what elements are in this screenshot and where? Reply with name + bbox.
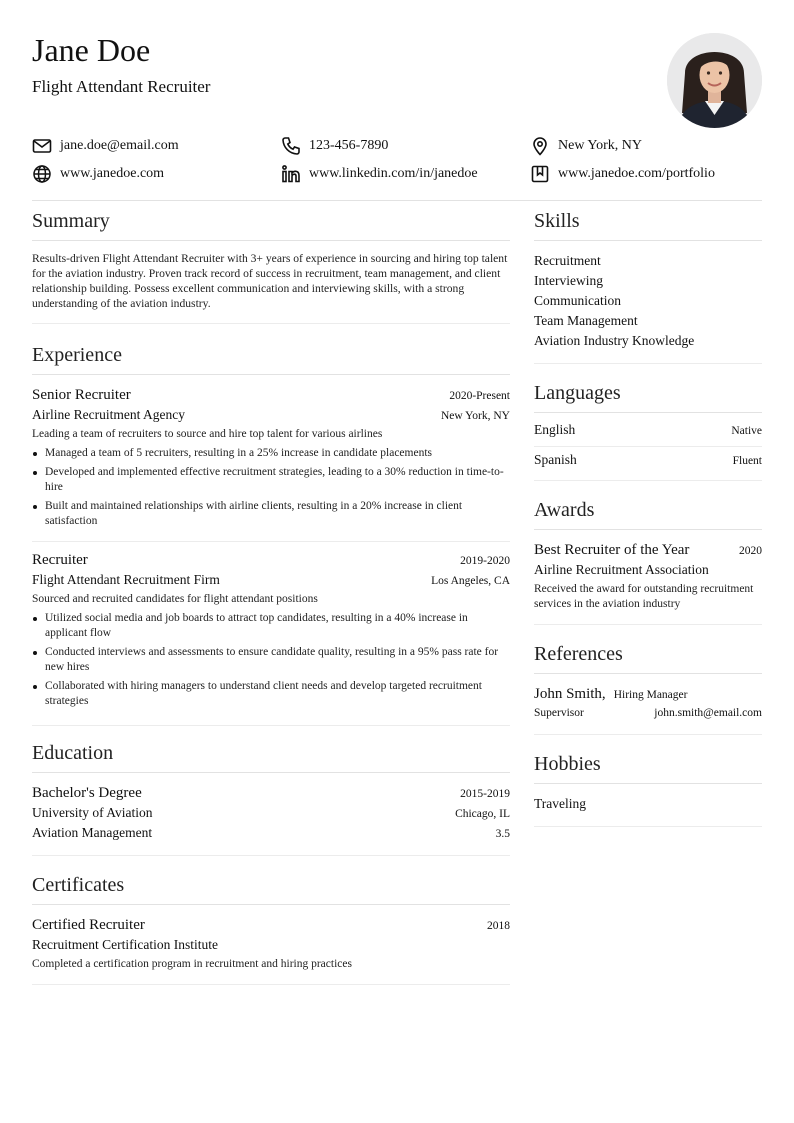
- language-row: [534, 446, 762, 476]
- school-name: University of Aviation: [32, 805, 153, 820]
- language-name: English: [534, 422, 576, 437]
- gpa: 3.5: [495, 828, 510, 840]
- job-company: Airline Recruitment Agency: [32, 407, 185, 422]
- certificate-name: Certified Recruiter: [32, 917, 145, 933]
- contact-website-text: www.janedoe.com: [60, 166, 165, 181]
- hobbies-heading: Hobbies: [534, 751, 762, 784]
- certificate-description: Completed a certification program in recruitment and hiring practices: [32, 958, 352, 970]
- contact-location: [530, 135, 642, 157]
- languages-section: [534, 380, 762, 481]
- right-column: [534, 208, 762, 827]
- achievement-item: Managed a team of 5 recruiters, resulting in a 25% increase in candidate placements: [32, 446, 510, 461]
- header-divider: [32, 200, 762, 201]
- job-company: Flight Attendant Recruitment Firm: [32, 572, 220, 587]
- degree: Bachelor's Degree: [32, 785, 142, 801]
- contact-portfolio[interactable]: [530, 163, 715, 185]
- phone-icon: [281, 136, 301, 156]
- achievement-item: Utilized social media and job boards to attract top candidates, resulting in a 40% increase in applicant flow: [32, 611, 510, 641]
- skill-item: Interviewing: [534, 273, 603, 288]
- award-organization: Airline Recruitment Association: [534, 562, 709, 577]
- skill-item: Aviation Industry Knowledge: [534, 333, 695, 348]
- field-of-study: Aviation Management: [32, 825, 153, 840]
- job-location: Los Angeles, CA: [431, 575, 510, 587]
- reference-email[interactable]: john.smith@email.com: [654, 707, 762, 719]
- contact-portfolio-text: www.janedoe.com/portfolio: [558, 166, 715, 181]
- job-dates: 2020-Present: [449, 390, 510, 402]
- award-year: 2020: [739, 545, 762, 557]
- skills-heading: Skills: [534, 208, 762, 241]
- contact-linkedin[interactable]: [281, 163, 478, 185]
- linkedin-icon: [281, 164, 301, 184]
- job-achievements: [32, 611, 510, 709]
- skill-item: Recruitment: [534, 253, 601, 268]
- achievement-item: Collaborated with hiring managers to understand client needs and develop targeted recruitment strategies: [32, 679, 510, 709]
- job-description: Sourced and recruited candidates for flight attendant positions: [32, 593, 318, 605]
- hobbies-section: [534, 751, 762, 827]
- contact-email[interactable]: [32, 135, 179, 157]
- skills-section: [534, 208, 762, 364]
- hobby-item: Traveling: [534, 796, 587, 811]
- mail-icon: [32, 136, 52, 156]
- reference-relation: Supervisor: [534, 707, 584, 719]
- education-dates: 2015-2019: [460, 788, 510, 800]
- job-role: Recruiter: [32, 552, 88, 568]
- languages-heading: Languages: [534, 380, 762, 413]
- language-level: Fluent: [732, 455, 762, 467]
- experience-section: [32, 342, 510, 726]
- references-section: [534, 641, 762, 735]
- skill-item: Communication: [534, 293, 621, 308]
- contact-phone[interactable]: [281, 135, 388, 157]
- achievement-item: Built and maintained relationships with airline clients, resulting in a 20% increase in client satisfaction: [32, 499, 510, 529]
- awards-heading: Awards: [534, 497, 762, 530]
- skill-item: Team Management: [534, 313, 638, 328]
- job-role: Senior Recruiter: [32, 387, 131, 403]
- award-description: Received the award for outstanding recruitment services in the aviation industry: [534, 583, 754, 610]
- award-name: Best Recruiter of the Year: [534, 542, 690, 558]
- job-description: Leading a team of recruiters to source and hire top talent for various airlines: [32, 428, 383, 440]
- job-achievements: [32, 446, 510, 529]
- location-icon: [530, 136, 550, 156]
- achievement-item: Developed and implemented effective recruitment strategies, leading to a 30% reduction in time-to-hire: [32, 465, 510, 495]
- job-location: New York, NY: [440, 410, 510, 422]
- profile-photo-image: [667, 33, 762, 128]
- language-level: Native: [731, 425, 762, 437]
- experience-heading: Experience: [32, 342, 510, 375]
- language-row: [534, 417, 762, 446]
- contact-website[interactable]: [32, 163, 164, 185]
- left-column: [32, 208, 510, 985]
- school-location: Chicago, IL: [455, 808, 510, 820]
- achievement-item: Conducted interviews and assessments to ensure candidate quality, resulting in a 95% pass rate for new hires: [32, 645, 510, 675]
- portfolio-icon: [530, 164, 550, 184]
- job-dates: 2019-2020: [460, 555, 510, 567]
- certificates-heading: Certificates: [32, 872, 510, 905]
- education-heading: Education: [32, 740, 510, 773]
- certificate-year: 2018: [487, 920, 510, 932]
- contact-phone-text: 123-456-7890: [309, 138, 389, 153]
- candidate-name: Jane Doe: [32, 32, 151, 68]
- references-heading: References: [534, 641, 762, 674]
- summary-heading: Summary: [32, 208, 510, 241]
- resume-page: [32, 0, 762, 1123]
- contact-location-text: New York, NY: [558, 138, 643, 153]
- language-name: Spanish: [534, 452, 577, 467]
- job-entry: [32, 385, 510, 529]
- reference-name: John Smith,: [534, 686, 606, 702]
- certificates-section: [32, 872, 510, 985]
- summary-section: [32, 208, 510, 324]
- education-section: [32, 740, 510, 856]
- contact-linkedin-text: www.linkedin.com/in/janedoe: [309, 166, 478, 181]
- job-entry: [32, 541, 510, 709]
- candidate-title: Flight Attendant Recruiter: [32, 77, 211, 96]
- contact-email-text: jane.doe@email.com: [60, 138, 179, 153]
- summary-text: Results-driven Flight Attendant Recruiter with 3+ years of experience in sourcing and hiring top talent for the aviation industry. Proven track record of success in recruitment, team management, and client relationship building. Possess excellent communication and interviewing skills, with a strong understanding of the aviation industry.: [32, 252, 508, 310]
- globe-icon: [32, 164, 52, 184]
- certificate-issuer: Recruitment Certification Institute: [32, 937, 218, 952]
- reference-position: Hiring Manager: [613, 689, 688, 701]
- awards-section: [534, 497, 762, 625]
- profile-photo: [667, 33, 762, 128]
